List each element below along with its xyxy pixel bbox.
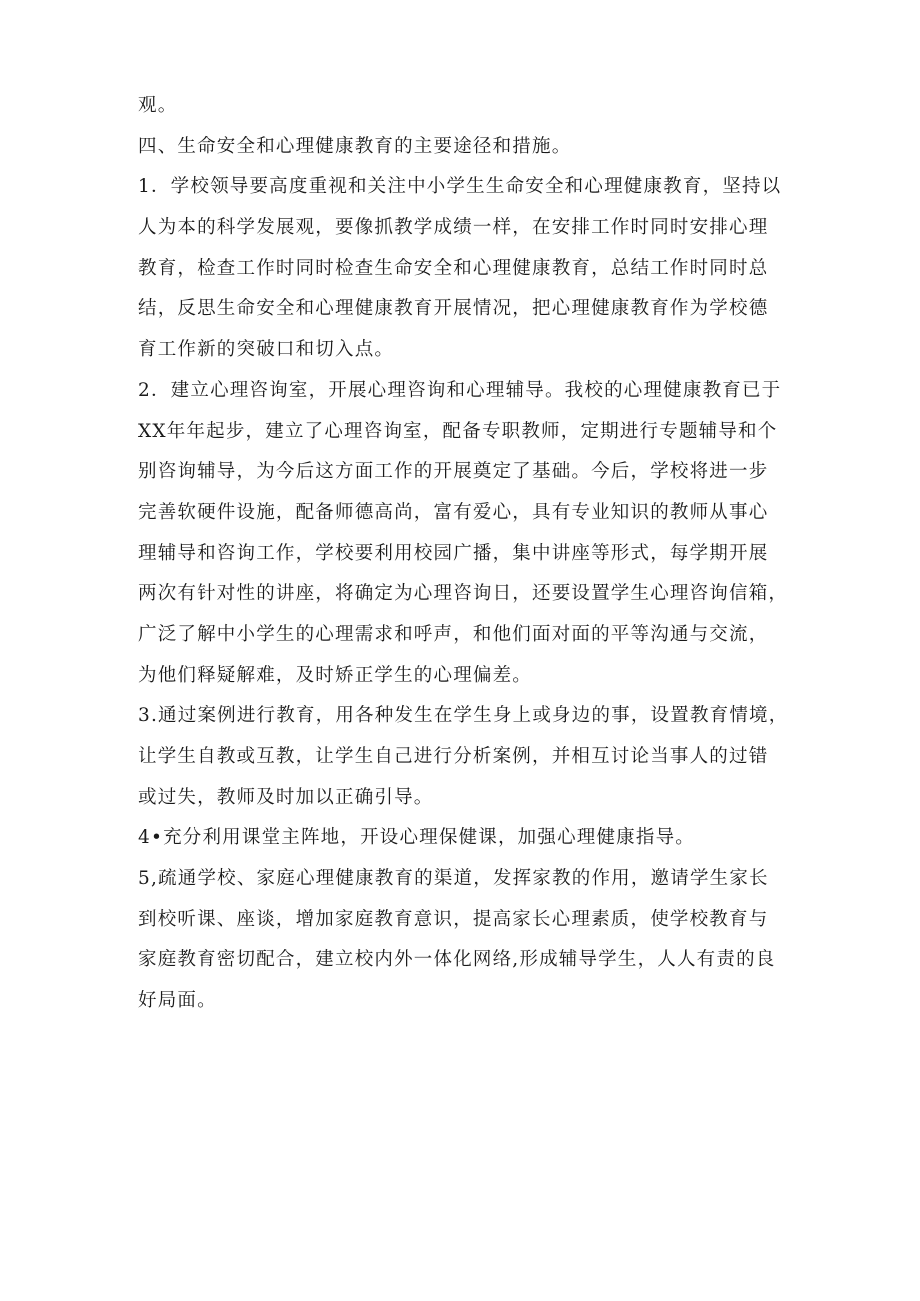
text-line: 好局面。 bbox=[138, 990, 217, 1012]
text-line: 或过失，教师及时加以正确引导。 bbox=[138, 786, 434, 808]
text-line: 到校听课、座谈，增加家庭教育意识，提高家长心理素质，使学校教育与 bbox=[138, 908, 769, 930]
text-line: 教育，检查工作时同时检查生命安全和心理健康教育，总结工作时同时总 bbox=[138, 257, 769, 279]
text-line: 观。 bbox=[138, 95, 178, 116]
text-line: 2．建立心理咨询室，开展心理咨询和心理辅导。我校的心理健康教育已于 bbox=[138, 379, 782, 401]
text-line: 家庭教育密切配合，建立校内外一体化网络,形成辅导学生，人人有责的良 bbox=[138, 949, 776, 971]
text-line: 结，反思生命安全和心理健康教育开展情况，把心理健康教育作为学校德 bbox=[138, 298, 769, 320]
text-line: 育工作新的突破口和切入点。 bbox=[138, 339, 395, 361]
text-line: XX年年起步，建立了心理咨询室，配备专职教师，定期进行专题辅导和个 bbox=[138, 420, 778, 442]
text-line: 人为本的科学发展观，要像抓教学成绩一样，在安排工作时同时安排心理 bbox=[138, 217, 769, 239]
text-line: 理辅导和咨询工作，学校要利用校园广播，集中讲座等形式，每学期开展 bbox=[138, 542, 769, 564]
document-body bbox=[138, 86, 788, 1022]
text-line: 5,疏通学校、家庭心理健康教育的渠道，发挥家教的作用，邀请学生家长 bbox=[138, 868, 769, 890]
text-line: 别咨询辅导，为今后这方面工作的开展奠定了基础。今后，学校将进一步 bbox=[138, 461, 769, 483]
text-line: 两次有针对性的讲座，将确定为心理咨询日，还要设置学生心理咨询信箱， bbox=[138, 583, 789, 605]
text-line: 4•充分利用课堂主阵地，开设心理保健课，加强心理健康指导。 bbox=[138, 827, 695, 849]
text-line: 3.通过案例进行教育，用各种发生在学生身上或身边的事，设置教育情境， bbox=[138, 705, 789, 727]
text-line: 让学生自教或互教，让学生自己进行分析案例，并相互讨论当事人的过错 bbox=[138, 746, 769, 767]
section-heading: 四、生命安全和心理健康教育的主要途径和措施。 bbox=[138, 135, 572, 157]
text-line: 广泛了解中小学生的心理需求和呼声，和他们面对面的平等沟通与交流， bbox=[138, 623, 769, 645]
text-line: 完善软硬件设施，配备师德高尚，富有爱心，具有专业知识的教师从事心 bbox=[138, 501, 769, 523]
text-line: 为他们释疑解难，及时矫正学生的心理偏差。 bbox=[138, 664, 533, 686]
text-line: 1．学校领导要高度重视和关注中小学生生命安全和心理健康教育，坚持以 bbox=[138, 176, 782, 198]
